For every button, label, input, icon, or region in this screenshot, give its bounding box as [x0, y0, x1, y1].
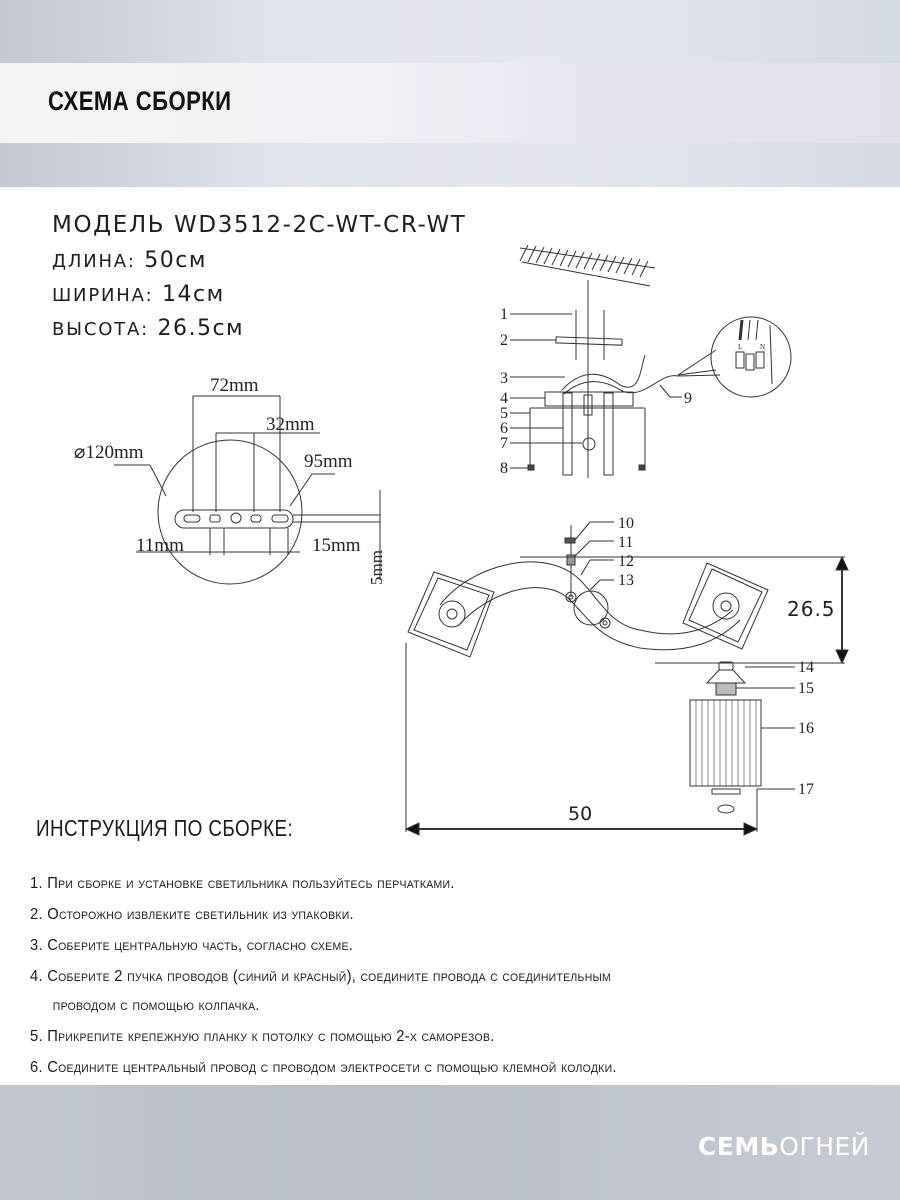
dim-5: 5mm: [367, 550, 386, 585]
callout-12: 12: [618, 553, 634, 570]
instructions-list: [30, 868, 648, 1083]
callout-11: 11: [618, 534, 634, 551]
instruction-item: 2. Осторожно извлеките светильник из упаковки.: [30, 906, 354, 923]
instruction-item: 5. Прикрепите крепежную планку к потолку с помощью 2-х саморезов.: [30, 1028, 495, 1045]
callout-1: 1: [500, 306, 508, 323]
instruction-item: 4. Соберите 2 пучка проводов (синий и красный), соедините провода с соединительным: [30, 968, 612, 985]
dim-11: 11mm: [136, 535, 184, 556]
height-value: 26.5см: [157, 316, 245, 341]
model-label: МОДЕЛЬ: [52, 212, 166, 238]
callout-7: 7: [500, 435, 508, 452]
callout-8: 8: [500, 460, 508, 477]
instruction-item: 3. Соберите центральную часть, согласно схеме.: [30, 937, 354, 954]
page-title: СХЕМА СБОРКИ: [48, 86, 232, 116]
callout-16: 16: [798, 720, 814, 737]
length-label: ДЛИНА:: [52, 251, 136, 272]
height-dimension: 26.5: [787, 597, 836, 621]
terminal-label-l: L: [738, 343, 743, 351]
dim-15: 15mm: [312, 535, 361, 556]
width-label: ШИРИНА:: [52, 285, 154, 306]
cylinder-shade: [690, 700, 761, 786]
callout-10: 10: [618, 515, 634, 532]
instructions-title: ИНСТРУКЦИЯ ПО СБОРКЕ:: [36, 815, 294, 841]
width-value: 14см: [162, 282, 225, 307]
callout-5: 5: [500, 405, 508, 422]
instruction-item: 1. При сборке и установке светильника пользуйтесь перчатками.: [30, 875, 455, 892]
terminal-label-n: N: [760, 343, 766, 351]
instruction-item: 6. Соедините центральный провод с проводом электросети с помощью клемной колодки.: [30, 1059, 617, 1076]
dim-120: ⌀120mm: [74, 442, 144, 463]
instruction-item-continued: проводом с помощью колпачка.: [52, 997, 260, 1014]
callout-3: 3: [500, 370, 508, 387]
brand-logo: [698, 1132, 870, 1161]
brand-bold: СЕМЬ: [697, 1132, 780, 1161]
dim-95: 95mm: [304, 451, 353, 472]
callout-14: 14: [798, 659, 814, 676]
callout-13: 13: [618, 572, 634, 589]
callout-6: 6: [500, 420, 508, 437]
dim-72: 72mm: [210, 375, 259, 396]
length-value: 50см: [144, 248, 207, 273]
model-value: WD3512-2C-WT-CR-WT: [174, 212, 467, 238]
dim-32: 32mm: [266, 414, 315, 435]
callout-9: 9: [684, 390, 692, 407]
callout-17: 17: [798, 781, 814, 798]
brand-light: ОГНЕЙ: [779, 1132, 870, 1161]
arm: [440, 562, 733, 634]
height-label: ВЫСОТА:: [52, 319, 149, 340]
callout-15: 15: [798, 680, 814, 697]
callout-2: 2: [500, 332, 508, 349]
callout-4: 4: [500, 390, 508, 407]
length-dimension: 50: [568, 803, 593, 825]
